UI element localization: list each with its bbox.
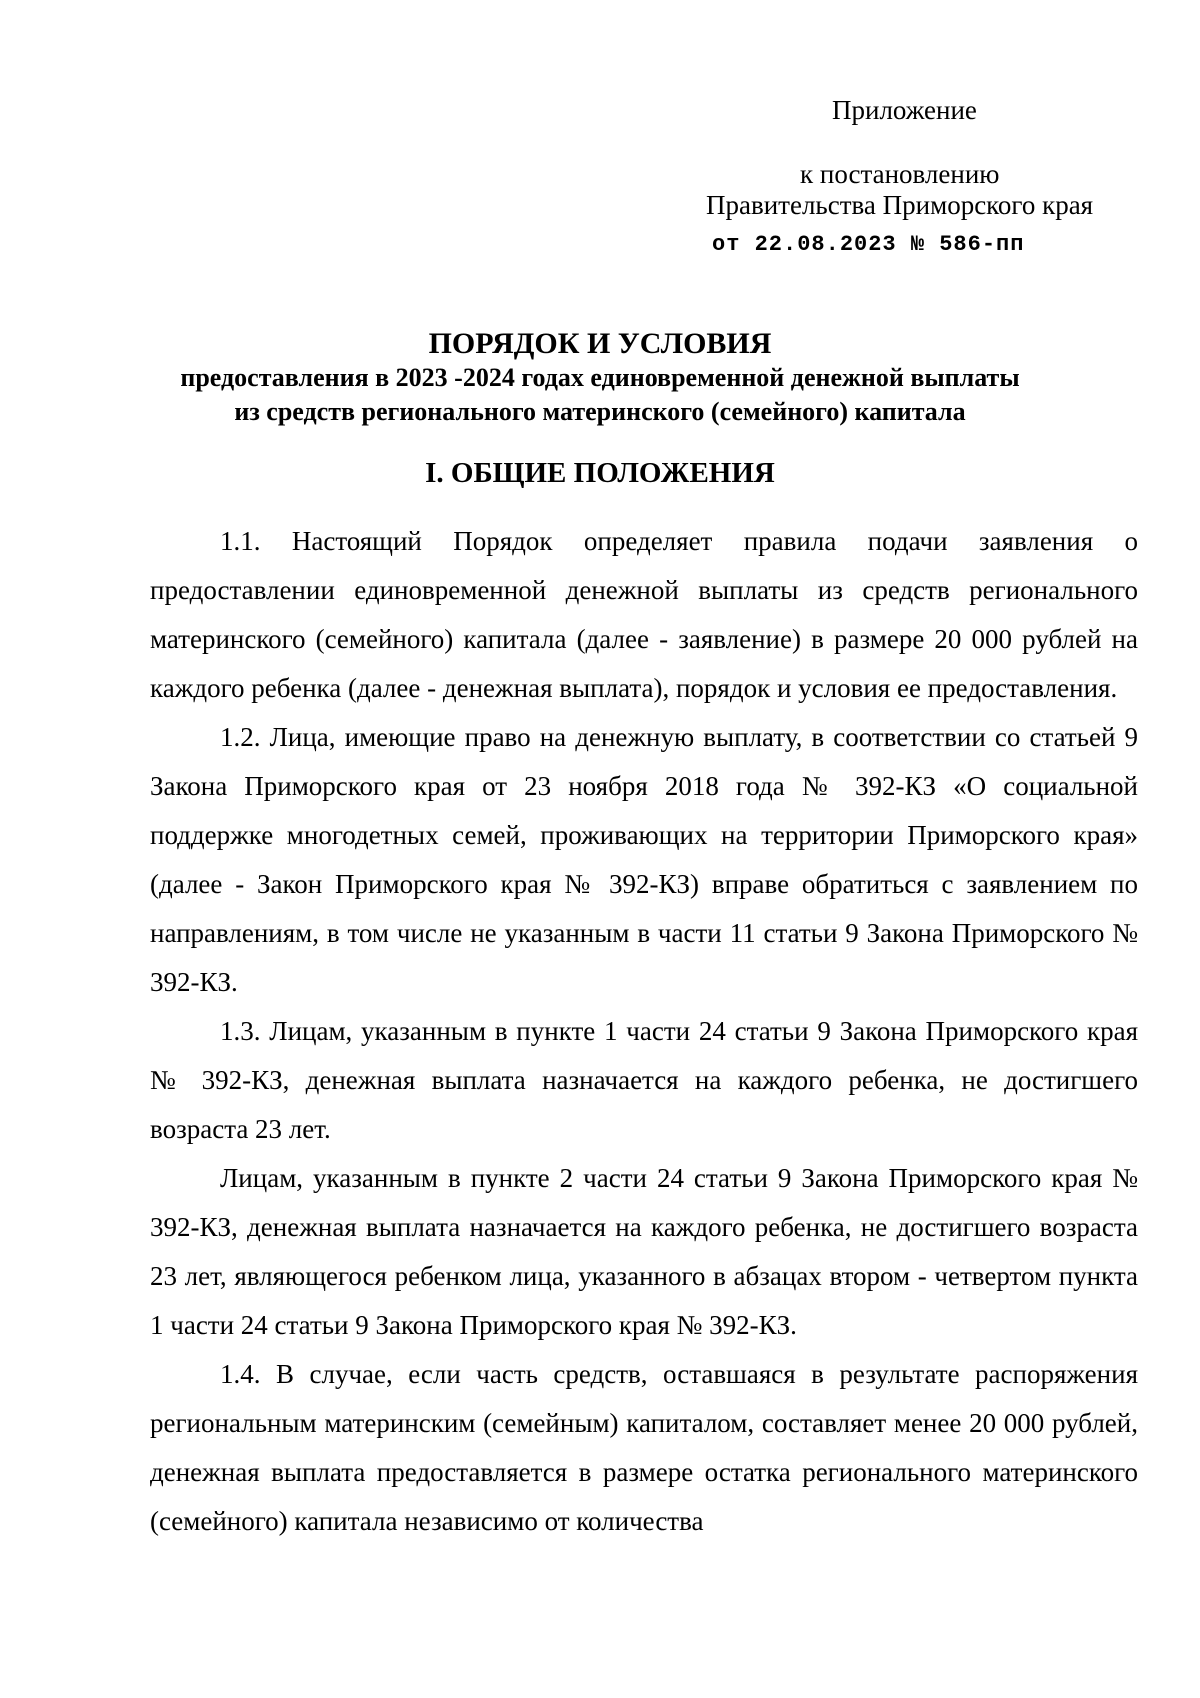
document-body (150, 517, 1138, 1546)
title-subtitle-line1: предоставления в 2023 -2024 годах единовременной денежной выплаты (180, 363, 1020, 392)
paragraph-1-3-continued: Лицам, указанным в пункте 2 части 24 статьи 9 Закона Приморского края № 392-КЗ, денежная выплата назначается на каждого ребенка, не достигшего возраста 23 лет, являющегося ребенком лица, указанного в абзацах втором - четвертом пункта 1 части 24 статьи 9 Закона Приморского края № 392-КЗ. (150, 1163, 1138, 1340)
paragraph-1-2: 1.2. Лица, имеющие право на денежную выплату, в соответствии со статьей 9 Закона Приморского края от 23 ноября 2018 года № 392-КЗ «О социальной поддержке многодетных семей, проживающих на территории Приморского края» (далее - Закон Приморского края № 392-КЗ) вправе обратиться с заявлением по направлениям, в том числе не указанным в части 11 статьи 9 Закона Приморского № 392-КЗ. (150, 722, 1138, 997)
paragraph-1-3: 1.3. Лицам, указанным в пункте 1 части 24 статьи 9 Закона Приморского края № 392-КЗ, денежная выплата назначается на каждого ребенка, не достигшего возраста 23 лет. (150, 1016, 1138, 1144)
resolution-ref-line2: Правительства Приморского края (706, 190, 1094, 220)
section-heading: I. ОБЩИЕ ПОЛОЖЕНИЯ (425, 457, 775, 489)
appendix-label: Приложение (832, 95, 977, 125)
paragraph-1-1: 1.1. Настоящий Порядок определяет правила подачи заявления о предоставлении единовременной денежной выплаты из средств регионального материнского (семейного) капитала (далее - заявление) в размере 20 000 рублей на каждого ребенка (далее - денежная выплата), порядок и условия ее предоставления. (150, 526, 1138, 703)
resolution-date-number: от 22.08.2023 № 586-пп (712, 232, 1025, 257)
title-main: ПОРЯДОК И УСЛОВИЯ (428, 327, 772, 360)
resolution-ref-line1: к постановлению (800, 159, 1000, 189)
document-title (0, 327, 1200, 429)
paragraph-1-4: 1.4. В случае, если часть средств, оставшаяся в результате распоряжения региональным материнским (семейным) капиталом, составляет менее 20 000 рублей, денежная выплата предоставляется в размере остатка регионального материнского (семейного) капитала независимо от количества (150, 1359, 1138, 1536)
title-subtitle-line2: из средств регионального материнского (семейного) капитала (234, 397, 966, 426)
